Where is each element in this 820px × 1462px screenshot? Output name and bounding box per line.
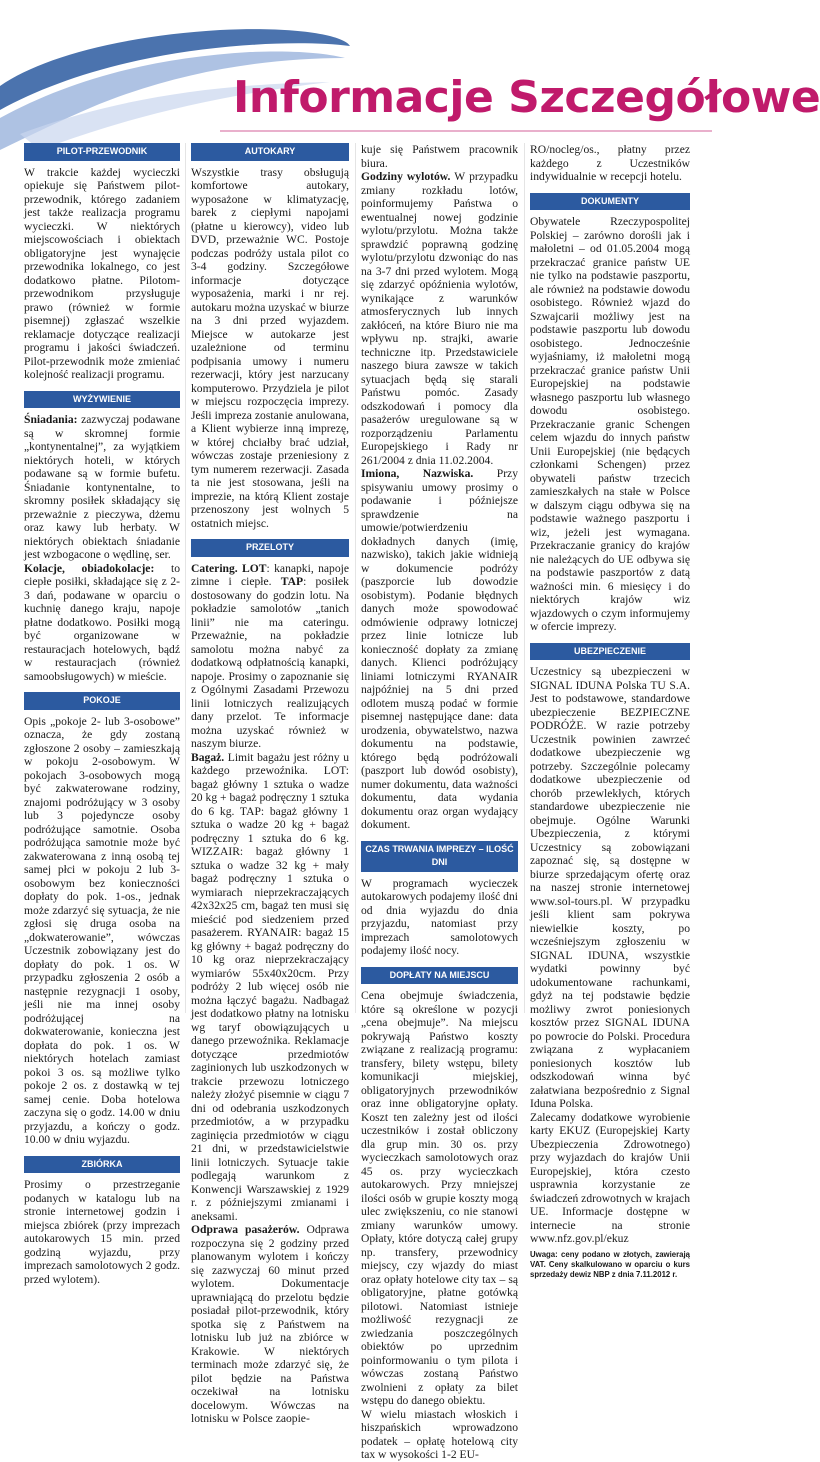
odprawa-text: Odprawa rozpoczyna się 2 godziny przed planowanym wylotem i kończy się zazwyczaj 60 minut przed wylotem. Dokumentacje uprawniającą do przelotu będzie posiadał pilot-przewodnik, który spotka się z Państwem na lotnisku lub już na zbiórce w Krakowie. W niektórych terminach może zdarzyć się, że pilot będzie na Państwa oczekiwał na lotnisku docelowym. Wówczas na lotnisku w Polsce zaopie-: [191, 1223, 350, 1425]
section-header-autokary: AUTOKARY: [191, 143, 349, 161]
imiona-paragraph: [361, 467, 518, 832]
column-divider: [185, 143, 186, 1013]
section-header-przeloty: PRZELOTY: [191, 539, 349, 557]
section-header-pilot: PILOT-PRZEWODNIK: [24, 143, 180, 161]
content-columns: [24, 143, 690, 1461]
tap-label: TAP: [280, 575, 304, 588]
citytax-continued: RO/nocleg/os., płatny przez każdego z Uczestników indywidualnie w recepcji hotelu.: [530, 143, 690, 183]
catering-lot-text: : kanapki, napoje zimne i ciepłe.: [191, 561, 349, 588]
section-header-pokoje: POKOJE: [24, 692, 180, 710]
doplaty-citytax: W wielu miastach włoskich i hiszpańskich wprowadzono podatek – opłatę hotelową city tax w wysokości 1-2 EU-: [361, 1407, 518, 1461]
wyzywienie-breakfast: [24, 413, 180, 562]
breakfast-lead: Śniadania:: [24, 413, 78, 426]
przeloty-continued: kuje się Państwem pracownik biura.: [361, 143, 518, 170]
column-divider: [355, 143, 356, 1013]
price-footnote: Uwaga: ceny podano w złotych, zawierają VAT. Ceny skalkulowano w oparciu o kurs sprzedaży dewiz NBP z dnia 7.11.2012 r.: [530, 1249, 690, 1279]
section-header-wyzywienie: WYŻYWIENIE: [24, 391, 180, 409]
godziny-text: W przypadku zmiany rozkładu lotów, poinformujemy Państwa o ewentualnej nowej godzinie wylotu/przylotu. Można także sprawdzić poprawną godzinę wylotu/przylotu dzwoniąc do nas na 3-7 dni przed wylotem. Mogą się zdarzyć opóźnienia wylotów, wynikające z warunków atmosferycznych lub innych zakłóceń, na które Biuro nie ma wpływu np. strajki, awarie techniczne itp. Przedstawiciele naszego biura zawsze w takich sytuacjach będą się starali Państwu pomóc. Zasady odszkodowań i pomocy dla pasażerów uregulowane są w rozporządzeniu Parlamentu Europejskiego i Rady nr 261/2004 z dnia 11.02.2004.: [361, 170, 518, 467]
bagaz-text: Limit bagażu jest różny u każdego przewoźnika. LOT: bagaż główny 1 sztuka o wadze 20 kg + bagaż podręczny 1 sztuka do 6 kg. TAP: bagaż główny 1 sztuka o wadze 20 kg + bagaż podręczny 1 sztuka do 6 kg. WIZZAIR: bagaż główny 1 sztuka o wadze 32 kg + mały bagaż podręczny 1 sztuka o wymiarach nieprzekraczających 42x32x25 cm, bagaż ten musi się mieścić pod siedzeniem przed pasażerem. RYANAIR: bagaż 15 kg główny + bagaż podręczny do 10 kg oraz nieprzekraczający wymiarów 55x40x20cm. Przy podróży 2 lub więcej osób nie można łączyć bagażu. Nadbagaż jest dodatkowo płatny na lotnisku wg taryf obowiązujących u danego przewoźnika. Reklamacje dotyczące przedmiotów zaginionych lub uszkodzonych w trakcie przewozu lotniczego należy złożyć pisemnie w ciągu 7 dni od odebrania uszkodzonych przedmiotów, a w przypadku zaginięcia przedmiotów w ciągu 21 dni, w przedstawicielstwie linii lotniczych. Sytuacje takie podlegają warunkom z Konwencji Warszawskiej z 1929 r. z późniejszymi zmianami i aneksami.: [191, 750, 349, 1223]
catering-lead: Catering.: [191, 561, 238, 575]
bagaz-lead: Bagaż.: [191, 750, 225, 764]
column-2: [191, 143, 350, 1425]
autokary-text: Wszystkie trasy obsługują komfortowe autokary, wyposażone w klimatyzację, barek z ciepłymi napojami (płatne u kierowcy), video lub DVD, przeważnie WC. Postoje podczas podróży ustala pilot co 3-4 godziny. Szczegółowe informacje dotyczące wyposażenia, marki i nr rej. autokaru można uzyskać w biurze na 3 dni przed wyjazdem. Miejsce w autokarze jest uzależnione od terminu podpisania umowy i numeru rezerwacji, który jest narzucany komputerowo. Przydziela je pilot w miejscu rozpoczęcia imprezy. Jeśli impreza zostanie anulowana, a Klient wybierze inną imprezę, w której chciałby brać udział, wówczas zostaje przeniesiony z tym numerem rezerwacji. Zasada ta nie jest stosowana, jeśli na imprezie, na którą Klient zostaje przenoszony jest wolnych 5 ostatnich miejsc.: [191, 165, 349, 530]
section-header-ubezpieczenie: UBEZPIECZENIE: [530, 643, 690, 661]
section-header-zbiorka: ZBIÓRKA: [24, 1156, 180, 1174]
wyzywienie-dinner: [24, 562, 180, 684]
ubezpieczenie-text: Uczestnicy są ubezpieczeni w SIGNAL IDUNA Polska TU S.A. Jest to podstawowe, standardowe ubezpieczenie BEZPIECZNE PODRÓŻE. W razie potrzeby Uczestnik powinien zawrzeć dodatkowe ubezpieczenie wg potrzeby. Szczególnie polecamy dodatkowe ubezpieczenie od chorób przewlekłych, których standardowe ubezpieczenie nie obejmuje. Ogólne Warunki Ubezpieczenia, z którymi Uczestnicy są zobowiązani zapoznać się, są dostępne w biurze sprzedającym ofertę oraz na naszej stronie internetowej www.sol-tours.pl. W przypadku jeśli klient sam pokrywa niewielkie koszty, po wcześniejszym zgłoszeniu w SIGNAL IDUNA, wszystkie wydatki powinny być udokumentowane rachunkami, gdyż na tej podstawie będzie możliwy zwrot poniesionych kosztów przez SIGNAL IDUNA po powrocie do Polski. Procedura związana z wypłacaniem poniesionych kosztów lub odszkodowań winna być załatwiana bezpośrednio z Signal Iduna Polska.: [530, 665, 690, 1110]
page-title: Informacje Szczegółowe: [233, 72, 820, 123]
section-header-doplaty: DOPŁATY NA MIEJSCU: [361, 967, 518, 985]
dokumenty-text: Obywatele Rzeczypospolitej Polskiej – zarówno dorośli jak i małoletni – od 01.05.2004 mogą przekraczać granice państw UE nie tylko na podstawie paszportu, ale również na podstawie dowodu osobistego. Również wjazd do Szwajcarii możliwy jest na podstawie paszportu lub dowodu osobistego. Jednocześnie wyjaśniamy, iż małoletni mogą przekraczać granice państw Unii Europejskiej na podstawie własnego paszportu lub własnego dowodu osobistego. Przekraczanie granic Schengen celem wjazdu do innych państw Unii Europejskiej (nie będących członkami Schengen) przez obywateli państw trzecich zamieszkałych na stałe w Polsce w dalszym ciągu odbywa się na podstawie ważnego paszportu i wiz, jeżeli jest wymagana. Przekraczanie granicy do krajów nie należących do UE odbywa się na podstawie paszportów z datą ważności min. 6 miesięcy i do niektórych krajów wiz wjazdowych o czym informujemy w ofercie imprezy.: [530, 215, 690, 633]
section-header-czas: CZAS TRWANIA IMPREZY – ILOŚĆ DNI: [361, 841, 518, 872]
catering-paragraph: [191, 562, 349, 751]
lot-label: LOT: [237, 561, 267, 575]
dinner-lead: Kolacje, obiadokolacje:: [24, 561, 155, 575]
pokoje-text: Opis „pokoje 2- lub 3-osobowe” oznacza, że gdy zostaną zgłoszone 2 osoby – zamieszkają w pokoju 2-osobowym. W pokojach 3-osobowych mogą być zakwaterowane rodziny, znajomi podróżujący w 3 osoby lub 3 pojedyncze osoby podróżujące samotnie. Osoba podróżująca samotnie może być zakwaterowana z inną osobą tej samej płci w pokoju 2 lub 3-osobowym bez konieczności dopłaty do pok. 1-os., jednak może zdarzyć się sytuacja, że nie zgłosi się druga osoba na „dokwaterowanie”, wówczas Uczestnik zobowiązany jest do dopłaty do pok. 1 os. W przypadku zgłoszenia 2 osób a następnie rezygnacji 1 osoby, jeśli nie ma innej osoby podróżującej na dokwaterowanie, konieczna jest dopłata do pok. 1 os. W niektórych hotelach zamiast pokoi 3 os. są możliwe tylko pokoje 2 os. z dostawką w tej samej cenie. Doba hotelowa zaczyna się o godz. 14.00 w dniu przyjazdu, a kończy o godz. 10.00 w dniu wyjazdu.: [24, 714, 180, 1146]
godziny-lead: Godziny wylotów.: [361, 170, 451, 183]
czas-text: W programach wycieczek autokarowych podajemy ilość dni od dnia wyjazdu do dnia przyjazdu, natomiast przy imprezach samolotowych podajemy ilość nocy.: [361, 876, 518, 957]
breakfast-text: zazwyczaj podawane są w skromnej formie „kontynentalnej”, za wyjątkiem niektórych hoteli, w których podawane są w formie bufetu. Śniadanie kontynentalne, to skromny posiłek składający się przeważnie z pieczywa, dżemu oraz kawy lub herbaty. W niektórych obiektach śniadanie jest wzbogacone o wędlinę, ser.: [24, 413, 180, 561]
section-header-dokumenty: DOKUMENTY: [530, 193, 690, 211]
doplaty-text: Cena obejmuje świadczenia, które są określone w pozycji „cena obejmuje”. Na miejscu pokrywają Państwo koszty związane z realizacją programu: transfery, bilety wstępu, bilety komunikacji miejskiej, obligatoryjnych przewodników oraz inne obligatoryjne opłaty. Koszt ten zależny jest od ilości uczestników i został obliczony dla grup min. 30 os. przy wycieczkach samolotowych oraz 45 os. przy wycieczkach autokarowych. Przy mniejszej ilości osób w grupie koszty mogą ulec zwiększeniu, co nie stanowi zmiany warunków umowy. Opłaty, które dotyczą całej grupy np. transfery, przewodnicy miejscy, czy wjazdy do miast oraz opłaty hotelowe city tax – są obligatoryjne, płatne gotówką pilotowi. Natomiast istnieje możliwość rezygnacji ze zwiedzania poszczególnych obiektów po uprzednim poinformowaniu o tym pilota i wówczas zostaną Państwo zwolnieni z opłaty za bilet wstępu do danego obiektu.: [361, 989, 518, 1407]
dinner-text: to ciepłe posiłki, składające się z 2-3 dań, podawane w oparciu o kuchnię danego kraju, napoje płatne dodatkowo. Posiłki mogą być organizowane w restauracjach hotelowych, bądź w restauracjach (również samoobsługowych) w mieście.: [24, 561, 180, 683]
catering-text: : posiłek dostosowany do godzin lotu. Na pokładzie samolotów „tanich linii” nie ma cateringu. Przeważnie, na pokładzie samolotu można nabyć za dodatkową odpłatnością kanapki, napoje. Prosimy o zapoznanie się z Ogólnymi Zasadami Przewozu linii lotniczych realizujących dany przelot. Te informacje można uzyskać również w naszym biurze.: [191, 575, 349, 750]
column-divider: [524, 143, 525, 1013]
column-4: [530, 143, 690, 1279]
godziny-paragraph: [361, 170, 518, 467]
imiona-text: Przy spisywaniu umowy prosimy o podawanie i późniejsze sprawdzenie na umowie/potwierdzeniu dokładnych danych (imię, nazwisko), takich jakie widnieją w dokumencie podróży (paszporcie lub dowodzie osobistym). Podanie błędnych danych może spowodować odmówienie odprawy lotniczej przez linie lotnicze lub konieczność dopłaty za zmianę danych. Klienci podróżujący liniami lotniczymi RYANAIR najpóźniej na 5 dni przed odlotem muszą podać w formie pisemnej następujące dane: data urodzenia, obywatelstwo, nazwa dokumentu na podstawie, którego będą podróżowali (paszport lub dowód osobisty), numer dokumentu, data ważności dokumentu, data wydania dokumentu oraz organ wydający dokument.: [361, 467, 519, 831]
odprawa-lead: Odprawa pasażerów.: [191, 1223, 300, 1236]
zbiorka-text: Prosimy o przestrzeganie podanych w katalogu lub na stronie internetowej godzin i miejsca zbiórek (przy imprezach autokarowych 15 min. przed godziną wyjazdu, przy imprezach samolotowych 2 godz. przed wylotem).: [24, 1178, 180, 1286]
ekuz-text: Zalecamy dodatkowe wyrobienie karty EKUZ (Europejskiej Karty Ubezpieczenia Zdrowotnego) przy wyjazdach do krajów Unii Europejskiej, która czesto usprawnia korzystanie ze świadczeń zdrowotnych w krajach UE. Informacje dostępne w internecie na stronie www.nfz.gov.pl/ekuz: [530, 1110, 690, 1245]
pilot-text: W trakcie każdej wycieczki opiekuje się Państwem pilot-przewodnik, którego zadaniem jest także realizacja programu wycieczki. W niektórych miejscowościach i obiektach obligatoryjne jest wynajęcie przewodnika lokalnego, co jest dodatkowo płatne. Pilotom-przewodnikom przysługuje prawo (również w formie pisemnej) zgłaszać wszelkie reklamacje dotyczące realizacji programu i jakości świadczeń. Pilot-przewodnik może zmieniać kolejność realizacji programu.: [24, 165, 180, 381]
column-3: [361, 143, 519, 1461]
bagaz-paragraph: [191, 751, 349, 1224]
odprawa-paragraph: [191, 1223, 349, 1426]
imiona-lead: Imiona, Nazwiska.: [361, 467, 474, 480]
column-1: [24, 143, 180, 1286]
